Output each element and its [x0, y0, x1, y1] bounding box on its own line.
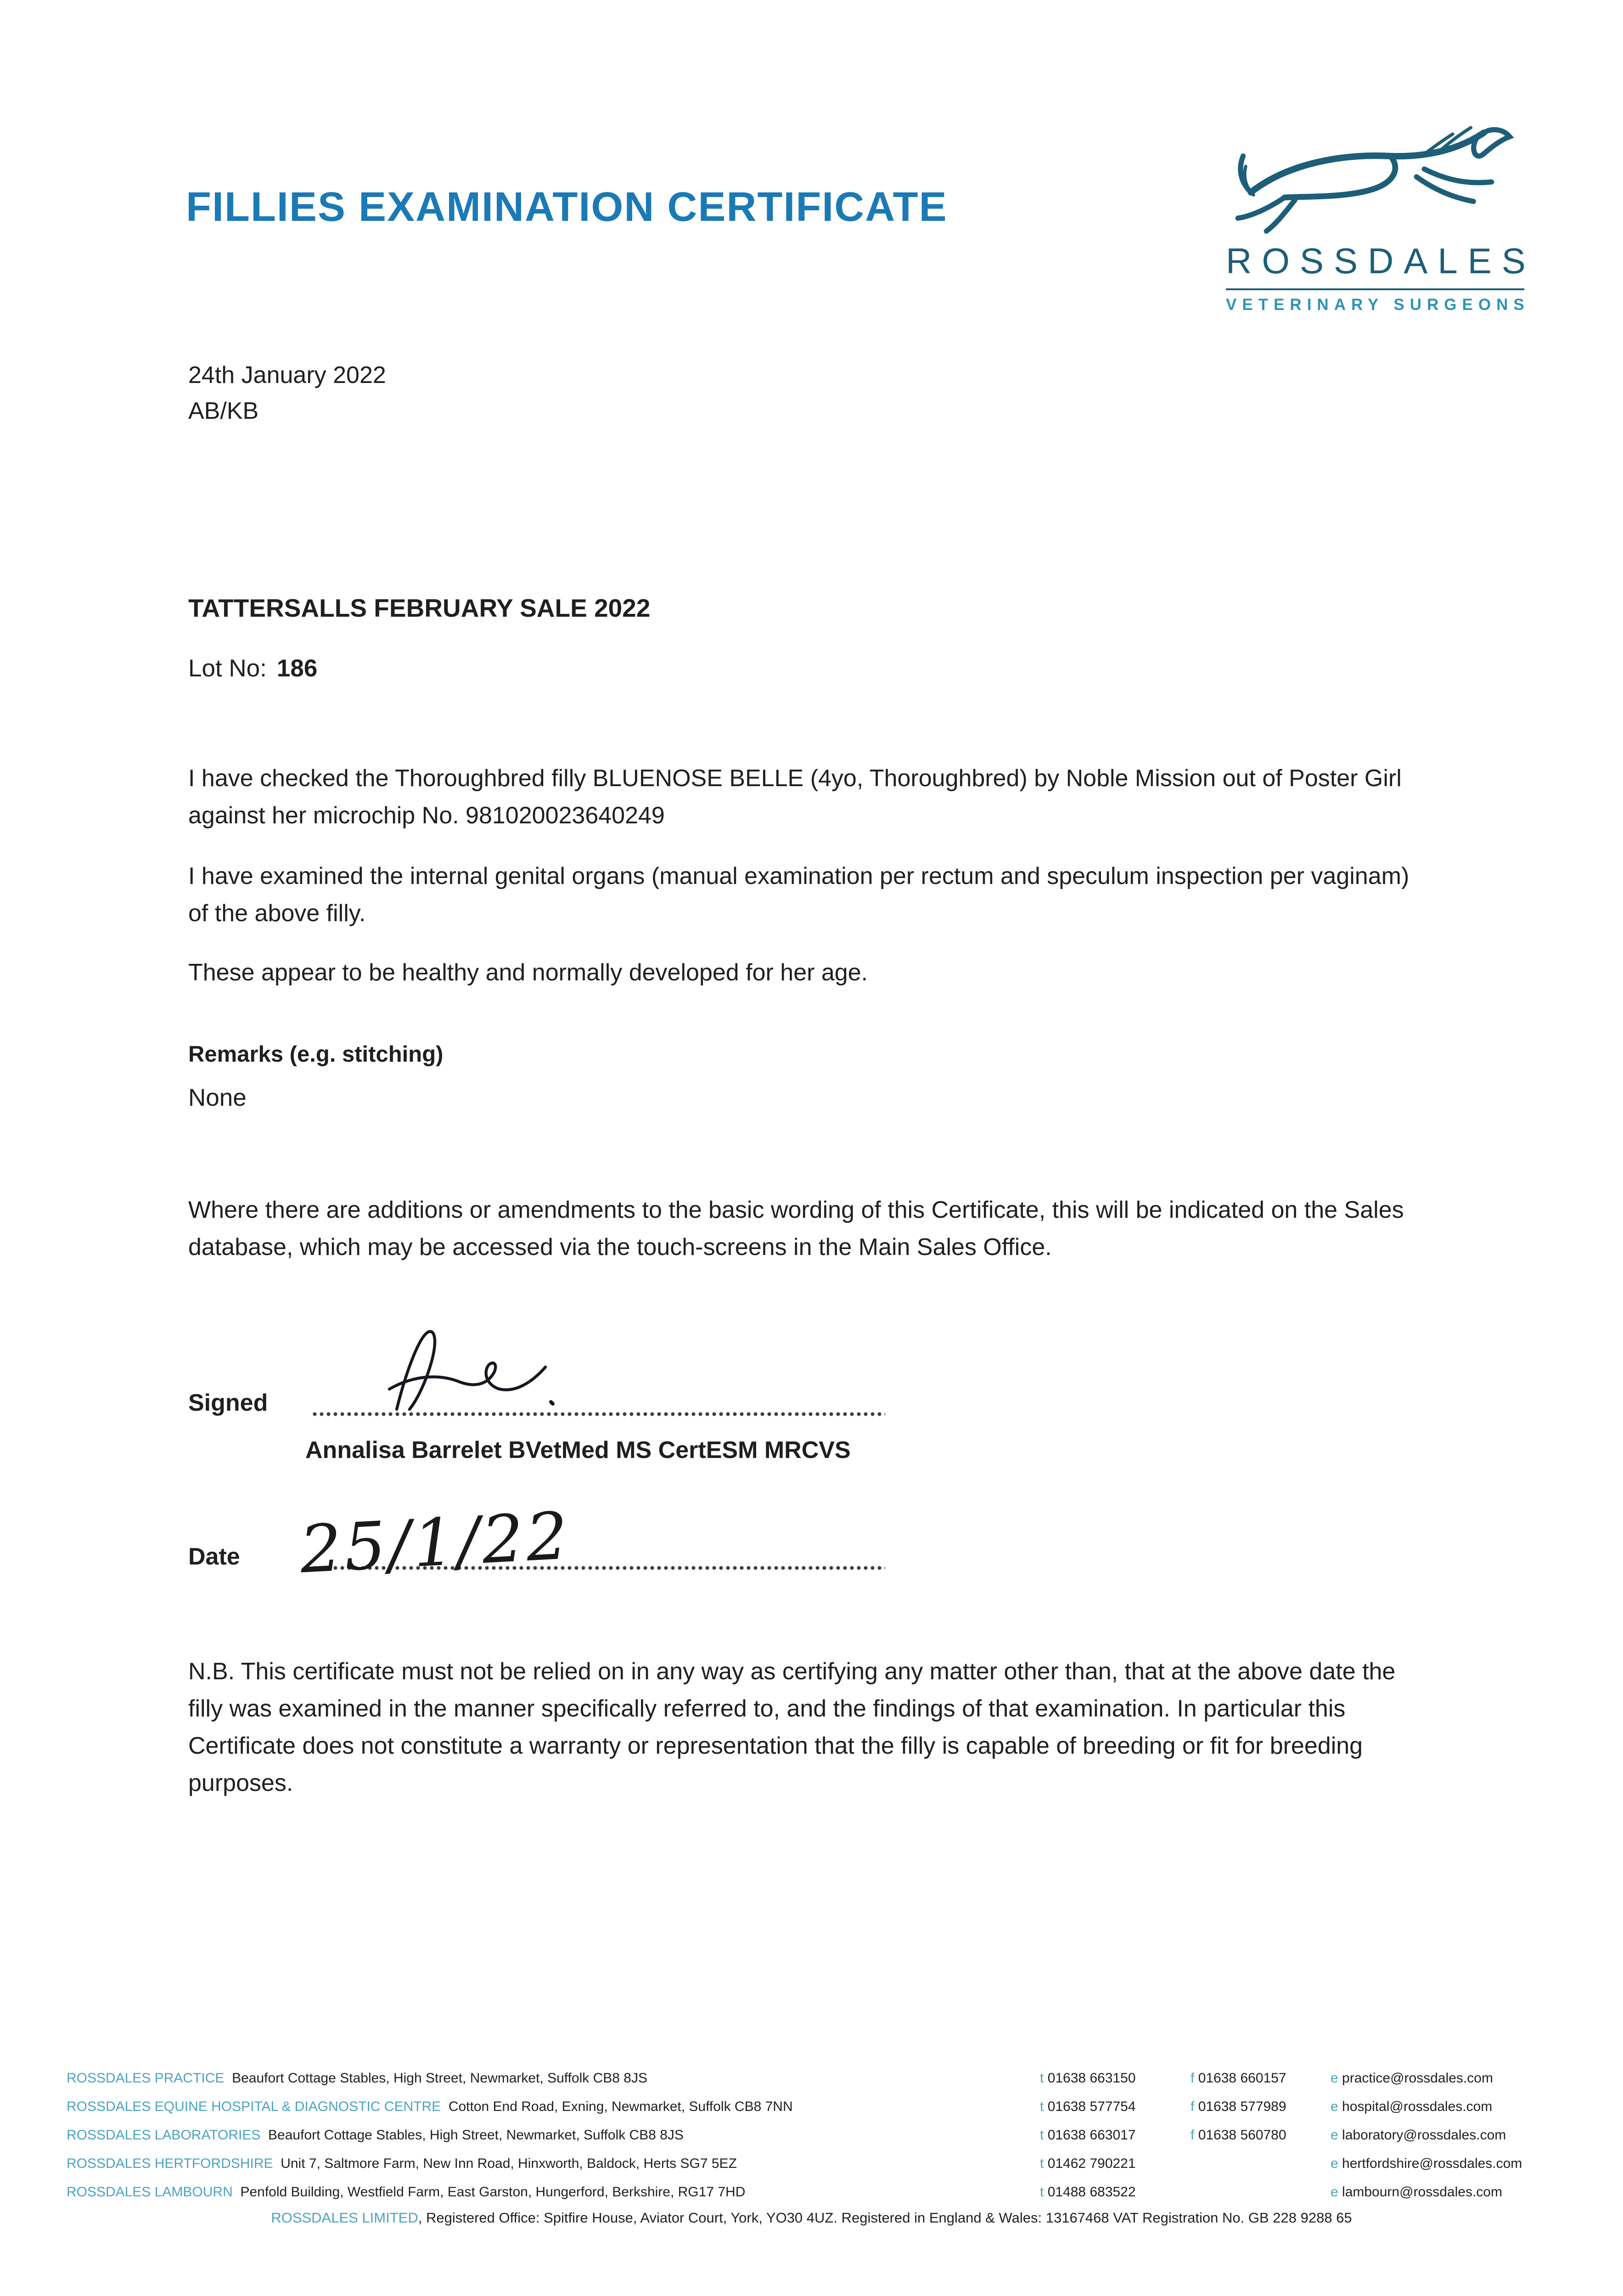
- footer-location-label: ROSSDALES LAMBOURN: [67, 2184, 233, 2200]
- footer-location-row: [67, 2121, 1577, 2150]
- para-examination: I have examined the internal genital organs (manual examination per rectum and speculum inspection per vaginam) of the above filly.: [188, 863, 1410, 927]
- lot-line: [188, 654, 317, 682]
- footer-fax: f 01638 577989: [1191, 2099, 1286, 2114]
- registered-company-name: ROSSDALES LIMITED: [271, 2210, 418, 2226]
- signature-line: [311, 1381, 885, 1417]
- footer-email: e practice@rossdales.com: [1331, 2071, 1493, 2086]
- footer-location-label: ROSSDALES EQUINE HOSPITAL & DIAGNOSTIC CENTRE: [67, 2099, 441, 2114]
- remarks-label: Remarks (e.g. stitching): [188, 1042, 444, 1067]
- logo-divider: [1226, 288, 1524, 290]
- registered-line: [0, 2210, 1623, 2226]
- footer-location-row: [67, 2150, 1577, 2178]
- footer-location-label: ROSSDALES HERTFORDSHIRE: [67, 2156, 273, 2171]
- footer-email: e hospital@rossdales.com: [1331, 2099, 1493, 2114]
- horse-logo-icon: [1226, 117, 1524, 236]
- lot-number: 186: [276, 655, 318, 682]
- sale-heading: TATTERSALLS FEBRUARY SALE 2022: [188, 594, 651, 622]
- footer-fax: f 01638 660157: [1191, 2071, 1286, 2086]
- letter-header: [188, 357, 386, 429]
- para-microchip: I have checked the Thoroughbred filly BLUENOSE BELLE (4yo, Thoroughbred) by Noble Mission out of Poster Girl against her microchip No. 981020023640249: [188, 765, 1402, 829]
- footer-location-row: [67, 2178, 1577, 2206]
- logo-tagline: VETERINARY SURGEONS: [1226, 296, 1530, 314]
- footer-phone: t 01462 790221: [1040, 2156, 1136, 2171]
- footer-location-address: ROSSDALES EQUINE HOSPITAL & DIAGNOSTIC CENTRE Cotton End Road, Exning, Newmarket, Suffolk CB8 7NN: [67, 2099, 793, 2114]
- signature-image: [371, 1321, 568, 1422]
- footer: [67, 2064, 1577, 2206]
- date-label: Date: [188, 1543, 240, 1570]
- disclaimer-text: N.B. This certificate must not be relied on in any way as certifying any matter other than, that at the above date the filly was examined in the manner specifically referred to, and the findings of that examination. In particular this Certificate does not constitute a warranty or representation that the filly is capable of breeding or fit for breeding purposes.: [188, 1658, 1396, 1796]
- footer-email: e hertfordshire@rossdales.com: [1331, 2156, 1522, 2171]
- footer-fax: [1191, 2178, 1331, 2206]
- footer-phone: t 01488 683522: [1040, 2184, 1136, 2200]
- footer-phone: t 01638 577754: [1040, 2099, 1136, 2114]
- remarks-value: None: [188, 1084, 247, 1111]
- letter-date: 24th January 2022: [188, 362, 386, 388]
- handwritten-date: 25/1/22: [298, 1498, 573, 1588]
- footer-phone: t 01638 663017: [1040, 2127, 1136, 2143]
- footer-fax: f 01638 560780: [1191, 2127, 1286, 2143]
- footer-location-address: ROSSDALES PRACTICE Beaufort Cottage Stables, High Street, Newmarket, Suffolk CB8 8JS: [67, 2071, 647, 2086]
- signed-row: [188, 1380, 885, 1417]
- date-line: [298, 1498, 885, 1588]
- date-row: [188, 1498, 885, 1588]
- footer-location-row: [67, 2093, 1577, 2121]
- registered-details: , Registered Office: Spitfire House, Aviator Court, York, YO30 4UZ. Registered in England & Wales: 13167468 VAT Registration No. GB 228 9288 65: [418, 2210, 1352, 2226]
- para-findings: These appear to be healthy and normally developed for her age.: [188, 959, 868, 986]
- footer-location-address: ROSSDALES LABORATORIES Beaufort Cottage Stables, High Street, Newmarket, Suffolk CB8 8JS: [67, 2127, 684, 2143]
- footer-location-row: [67, 2064, 1577, 2093]
- footer-location-label: ROSSDALES PRACTICE: [67, 2071, 225, 2086]
- signed-label: Signed: [188, 1390, 268, 1416]
- footer-phone: t 01638 663150: [1040, 2071, 1136, 2086]
- footer-fax: [1191, 2150, 1331, 2178]
- logo-wordmark: ROSSDALES: [1226, 241, 1536, 281]
- footer-location-address: ROSSDALES LAMBOURN Penfold Building, Westfield Farm, East Garston, Hungerford, Berkshire, RG17 7HD: [67, 2184, 746, 2200]
- footer-location-label: ROSSDALES LABORATORIES: [67, 2127, 261, 2143]
- certificate-title: FILLIES EXAMINATION CERTIFICATE: [186, 184, 948, 230]
- footer-email: e lambourn@rossdales.com: [1331, 2184, 1502, 2200]
- para-amendments: Where there are additions or amendments to the basic wording of this Certificate, this will be indicated on the Sales database, which may be accessed via the touch-screens in the Main Sales Office.: [188, 1197, 1404, 1261]
- footer-location-address: ROSSDALES HERTFORDSHIRE Unit 7, Saltmore Farm, New Inn Road, Hinxworth, Baldock, Herts SG7 5EZ: [67, 2156, 737, 2171]
- rossdales-logo: [1226, 117, 1536, 314]
- signatory-name: Annalisa Barrelet BVetMed MS CertESM MRCVS: [305, 1437, 851, 1463]
- lot-label: Lot No:: [188, 655, 267, 682]
- reference-initials: AB/KB: [188, 398, 259, 424]
- footer-email: e laboratory@rossdales.com: [1331, 2127, 1506, 2143]
